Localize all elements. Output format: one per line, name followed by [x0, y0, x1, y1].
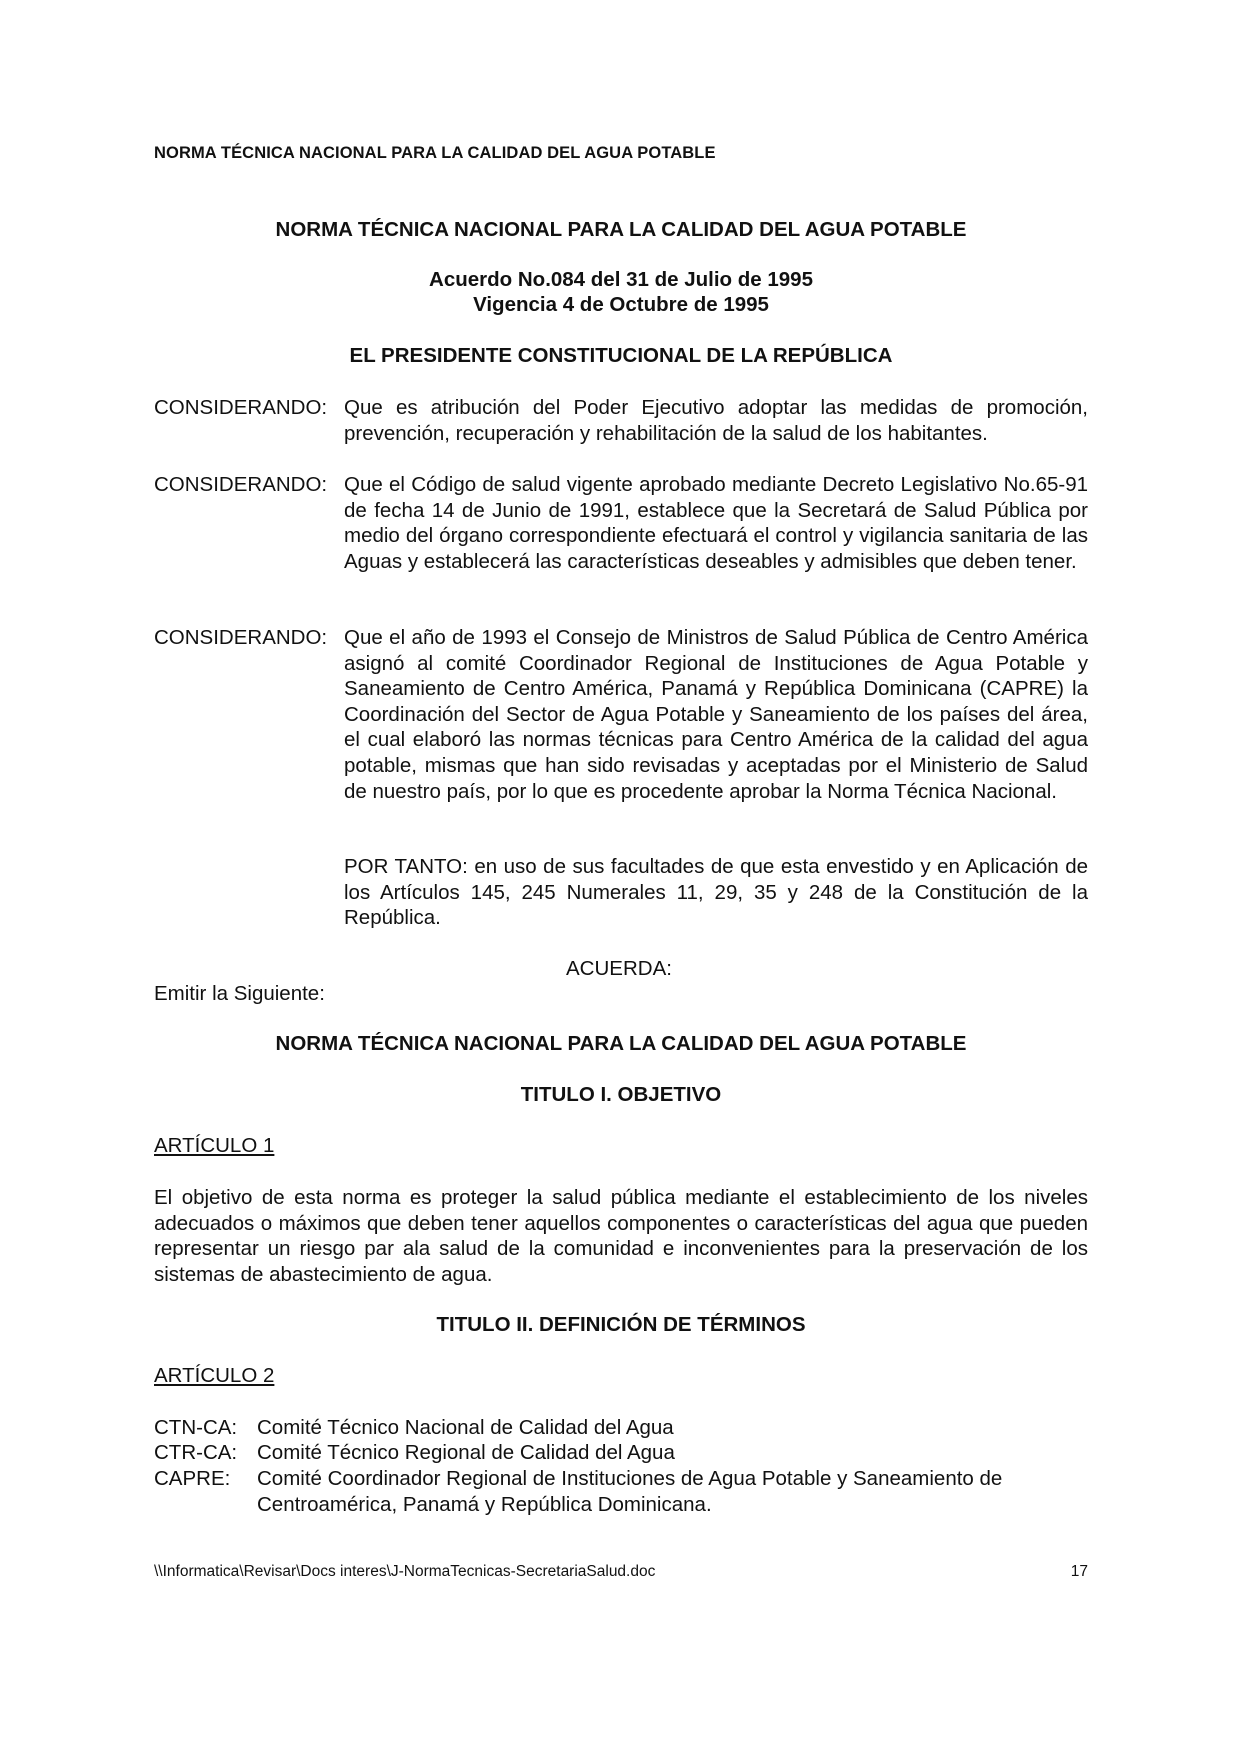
footer-page-number: 17: [1070, 1563, 1088, 1580]
por-tanto-paragraph: POR TANTO: en uso de sus facultades de que esta envestido y en Aplicación de los Artículos 145, 245 Numerales 11, 29, 35 y 248 de la Constitución de la República.: [344, 855, 1088, 930]
considerando-label: CONSIDERANDO:: [154, 396, 328, 419]
considerando-label: CONSIDERANDO:: [154, 473, 328, 496]
considerando-text: Que es atribución del Poder Ejecutivo adoptar las medidas de promoción, prevención, recuperación y rehabilitación de la salud de los habitantes.: [344, 396, 1088, 445]
definition-description: Comité Técnico Regional de Calidad del Agua: [257, 1441, 675, 1464]
definition-description: Comité Coordinador Regional de Instituciones de Agua Potable y Saneamiento de Centroamérica, Panamá y República Dominicana.: [257, 1467, 1003, 1516]
definition-term: CAPRE:: [154, 1467, 231, 1490]
document-title: NORMA TÉCNICA NACIONAL PARA LA CALIDAD DEL AGUA POTABLE: [275, 218, 967, 241]
agreement-line-2: Vigencia 4 de Octubre de 1995: [473, 293, 769, 316]
footer-file-path: \\Informatica\Revisar\Docs interes\J-NormaTecnicas-SecretariaSalud.doc: [154, 1563, 656, 1580]
titulo-2-heading: TITULO II. DEFINICIÓN DE TÉRMINOS: [436, 1313, 806, 1336]
considerando-label: CONSIDERANDO:: [154, 626, 328, 649]
running-header: NORMA TÉCNICA NACIONAL PARA LA CALIDAD DEL AGUA POTABLE: [154, 144, 716, 162]
articulo-1-heading: ARTÍCULO 1: [154, 1134, 275, 1157]
norma-title: NORMA TÉCNICA NACIONAL PARA LA CALIDAD DEL AGUA POTABLE: [275, 1032, 967, 1055]
definition-description: Comité Técnico Nacional de Calidad del Agua: [257, 1416, 674, 1439]
definition-term: CTN-CA:: [154, 1416, 238, 1439]
agreement-line-1: Acuerdo No.084 del 31 de Julio de 1995: [429, 268, 813, 291]
articulo-2-heading: ARTÍCULO 2: [154, 1364, 275, 1387]
president-heading: EL PRESIDENTE CONSTITUCIONAL DE LA REPÚBLICA: [349, 344, 893, 367]
titulo-1-heading: TITULO I. OBJETIVO: [520, 1083, 722, 1106]
emitir-text: Emitir la Siguiente:: [154, 982, 325, 1005]
considerando-text: Que el Código de salud vigente aprobado mediante Decreto Legislativo No.65-91 de fecha 14 de Junio de 1991, establece que la Secretará de Salud Pública por medio del órgano correspondiente efectuará el control y vigilancia sanitaria de las Aguas y establecerá las características deseables y admisibles que deben tener.: [344, 473, 1088, 573]
definition-term: CTR-CA:: [154, 1441, 238, 1464]
acuerda-heading: ACUERDA:: [566, 957, 672, 980]
considerando-text: Que el año de 1993 el Consejo de Ministros de Salud Pública de Centro América asignó al comité Coordinador Regional de Instituciones de Agua Potable y Saneamiento de Centro América, Panamá y República Dominicana (CAPRE) la Coordinación del Sector de Agua Potable y Saneamiento de los países del área, el cual elaboró las normas técnicas para Centro América de la calidad del agua potable, mismas que han sido revisadas y aceptadas por el Ministerio de Salud de nuestro país, por lo que es procedente aprobar la Norma Técnica Nacional.: [344, 626, 1088, 803]
articulo-1-text: El objetivo de esta norma es proteger la salud pública mediante el establecimiento de los niveles adecuados o máximos que deben tener aquellos componentes o características del agua que pueden representar un riesgo par ala salud de la comunidad e inconvenientes para la preservación de los sistemas de abastecimiento de agua.: [154, 1186, 1088, 1286]
